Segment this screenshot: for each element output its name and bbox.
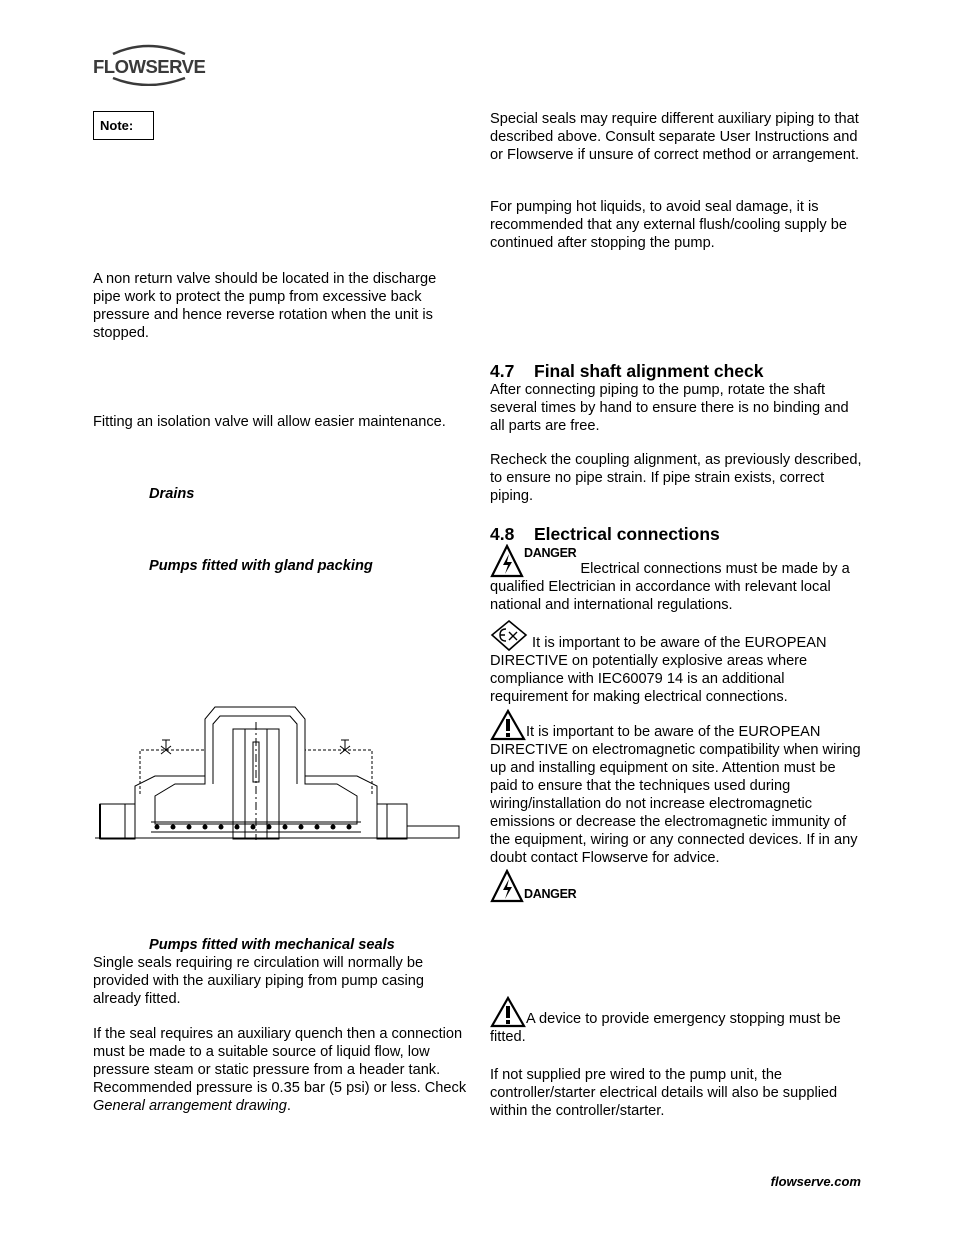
section-title: Final shaft alignment check (534, 361, 764, 381)
gland-packing-pump-diagram (95, 704, 463, 840)
danger-text: Electrical connections must be made by a qualified Electrician in accordance with relevant local national and international regulations. (490, 561, 850, 613)
electrical-hazard-icon (490, 869, 524, 903)
rotate-shaft-paragraph: After connecting piping to the pump, rotate the shaft several times by hand to ensure there is no binding and all parts are free. (490, 382, 849, 434)
drains-heading: Drains (149, 486, 195, 502)
isolation-paragraph: Fitting an isolation valve will allow easier maintenance. (93, 414, 446, 430)
note-box: Note: (93, 111, 154, 140)
explosion-proof-ex-icon (490, 619, 528, 652)
gland-packing-heading: Pumps fitted with gland packing (149, 558, 373, 574)
single-seals-paragraph: Single seals requiring re circulation will normally be provided with the auxiliary piping from pump casing already fitted. (93, 955, 424, 1007)
danger-label: DANGER (524, 546, 577, 560)
special-seals-paragraph: Special seals may require different auxiliary piping to that described above. Consult separate User Instructions and or Flowserve if unsure of correct method or arrangement. (490, 111, 860, 163)
footer-website: flowserve.com (770, 1174, 861, 1189)
recheck-alignment-paragraph: Recheck the coupling alignment, as previously described, to ensure no pipe strain. If pipe strain exists, correct piping. (490, 452, 862, 504)
ga-drawing-reference: General arrangement drawing (93, 1098, 287, 1114)
danger-label: DANGER (524, 887, 577, 901)
pump-cross-section-drawing (95, 704, 463, 840)
emergency-stop-block (490, 996, 864, 1046)
emergency-stop-text: A device to provide emergency stopping must be fitted. (490, 1011, 841, 1045)
section-4-8-heading (490, 524, 720, 544)
ex-directive-block (490, 619, 864, 706)
hot-liquids-paragraph: For pumping hot liquids, to avoid seal damage, it is recommended that any external flush/cooling supply be continued after stopping the pump. (490, 199, 847, 251)
ex-text: It is important to be aware of the EUROPEAN DIRECTIVE on potentially explosive areas where compliance with IEC60079 14 is an additional requirement for making electrical connections. (490, 635, 827, 705)
logo-text: FLOWSERVE (93, 56, 206, 77)
quench-text-end: . (286, 1098, 291, 1114)
danger-block-2 (490, 869, 576, 903)
section-4-7-heading (490, 361, 764, 381)
danger-electrical-block (490, 544, 864, 614)
section-number: 4.7 (490, 361, 515, 381)
emc-directive-block (490, 709, 864, 867)
non-return-paragraph: A non return valve should be located in the discharge pipe work to protect the pump from excessive back pressure and hence reverse rotation when the unit is stopped. (93, 271, 437, 341)
section-title: Electrical connections (534, 524, 720, 544)
electrical-hazard-icon (490, 544, 524, 578)
section-number: 4.8 (490, 524, 515, 544)
emc-text: It is important to be aware of the EUROPEAN DIRECTIVE on electromagnetic compatibility when wiring up and installing equipment on site. Attention must be paid to ensure that the techniques used during wiring/installation do not increase electromagnetic emissions or decrease the electromagnetic immunity of the equipment, wiring or any connected devices. If in any doubt contact Flowserve for advice. (490, 724, 861, 866)
quench-paragraph (93, 1025, 468, 1115)
caution-warning-icon (490, 709, 526, 741)
caution-warning-icon (490, 996, 526, 1028)
flowserve-logo (93, 44, 208, 86)
mechanical-seals-heading: Pumps fitted with mechanical seals (149, 937, 395, 953)
quench-text: If the seal requires an auxiliary quench then a connection must be made to a suitable source of liquid flow, low pressure steam or static pressure from a header tank. Recommended pressure is 0.35 bar (5 psi) or less. Check (93, 1026, 467, 1096)
prewired-paragraph: If not supplied pre wired to the pump unit, the controller/starter electrical details will also be supplied within the controller/starter. (490, 1067, 838, 1119)
